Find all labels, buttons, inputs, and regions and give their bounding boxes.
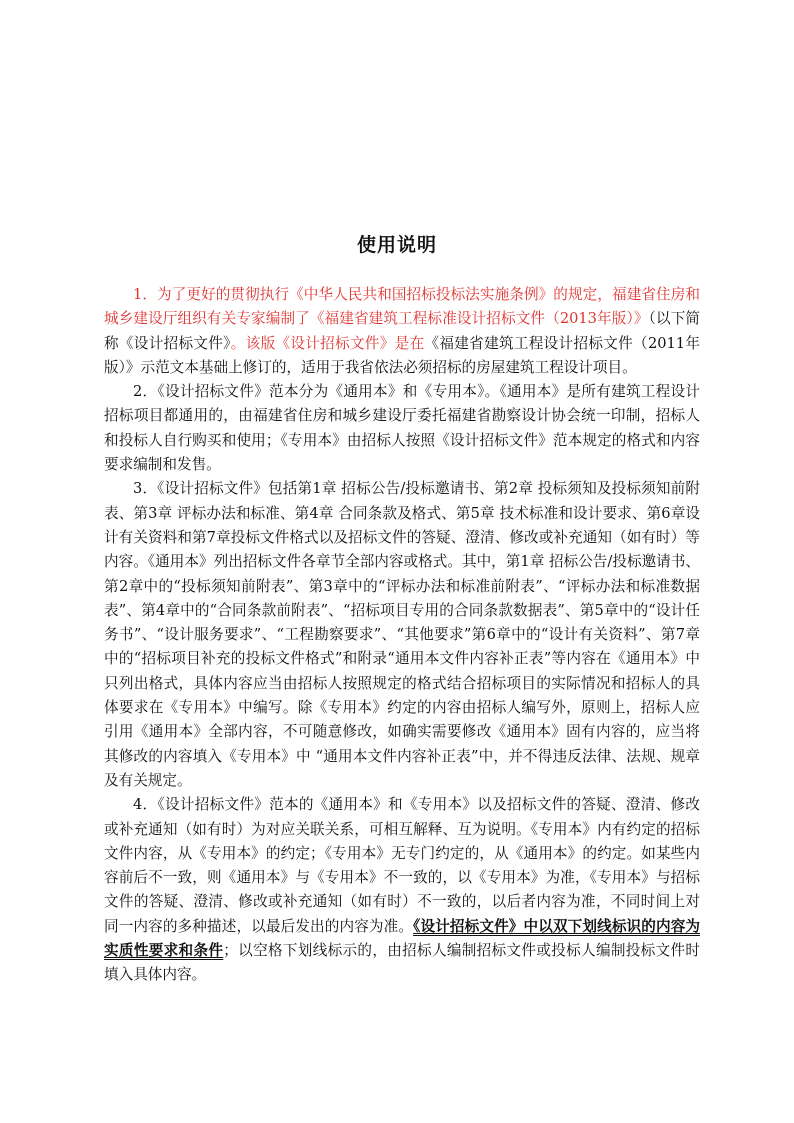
p1-red-text-a: 1．为了更好的贯彻执行《中华人民共和国招标投标法实施条例》的规定，福建省住房和城乡建设厅组织有关专家编制了《福建省建筑工程标准设计招标文件（2013年版）》 — [104, 286, 700, 328]
p4-text: 4．《设计招标文件》范本的《通用本》和《专用本》以及招标文件的答疑、澄清、修改或补充通知（如有时）为对应关联关系，可相互解释、互为说明。《专用本》内有约定的招标文件内容，从《专用本》的约定；《专用本》无专门约定的，从《通用本》的约定。如某些内容前后不一致，则《通用本》与《专用本》不一致的，以《专用本》为准，《专用本》与招标文件的答疑、澄清、修改或补充通知（如有时）不一致的，以后者内容为准，不同时间上对同一内容的多种描述，以最后发出的内容为准。 — [104, 796, 700, 935]
page-title: 使用说明 — [356, 234, 437, 256]
p4-double-underlined-text: 《设计招标文件》中以双下划线标识的内容为实质性要求和条件 — [104, 917, 701, 960]
document-body — [104, 283, 700, 988]
p1-red-text-b: 。该版《设计招标文件》是在 — [230, 334, 425, 352]
paragraph-2: 2．《设计招标文件》范本分为《通用本》和《专用本》。《通用本》是所有建筑工程设计招标项目都通用的，由福建省住房和城乡建设厅委托福建省勘察设计协会统一印制，招标人和投标人自行购买和使用；《专用本》由招标人按照《设计招标文件》范本规定的格式和内容要求编制和发售。 — [104, 383, 700, 474]
p4-tail-text: ；以空格下划线标示的，由招标人编制招标文件或投标人编制投标文件时填入具体内容。 — [104, 942, 700, 984]
paragraph-3: 3．《设计招标文件》包括第1章 招标公告/投标邀请书、第2章 投标须知及投标须知前附表、第3章 评标办法和标准、第4章 合同条款及格式、第5章 技术标准和设计要求、第6章设计有关资料和第7章投标文件格式以及招标文件的答疑、澄清、修改或补充通知（如有时）等内容。《通用本》列出招标文件各章节全部内容或格式。其中，第1章 招标公告/投标邀请书、第2章中的“投标须知前附表”、第3章中的“评标办法和标准前附表”、“评标办法和标准数据表”、第4章中的“合同条款前附表”、“招标项目专用的合同条款数据表”、第5章中的“设计任务书”、“设计服务要求”、“工程勘察要求”、“其他要求”第6章中的“设计有关资料”、第7章中的“招标项目补充的投标文件格式”和附录“通用本文件内容补正表”等内容在《通用本》中只列出格式，具体内容应当由招标人按照规定的格式结合招标项目的实际情况和招标人的具体要求在《专用本》中编写。除《专用本》约定的内容由招标人编写外，原则上，招标人应引用《通用本》全部内容，不可随意修改，如确实需要修改《通用本》固有内容的，应当将其修改的内容填入《专用本》中 “通用本文件内容补正表”中，并不得违反法律、法规、规章及有关规定。 — [104, 480, 700, 789]
p1-text-b: 《福建省建筑工程设计招标文件（2011年版）》示范文本基础上修订的，适用于我省依法必须招标的房屋建筑工程设计项目。 — [104, 334, 700, 376]
paragraph-4 — [104, 793, 700, 987]
p1-text-a: （以下简称《设计招标文件》 — [104, 310, 700, 352]
paragraph-1 — [104, 283, 700, 380]
